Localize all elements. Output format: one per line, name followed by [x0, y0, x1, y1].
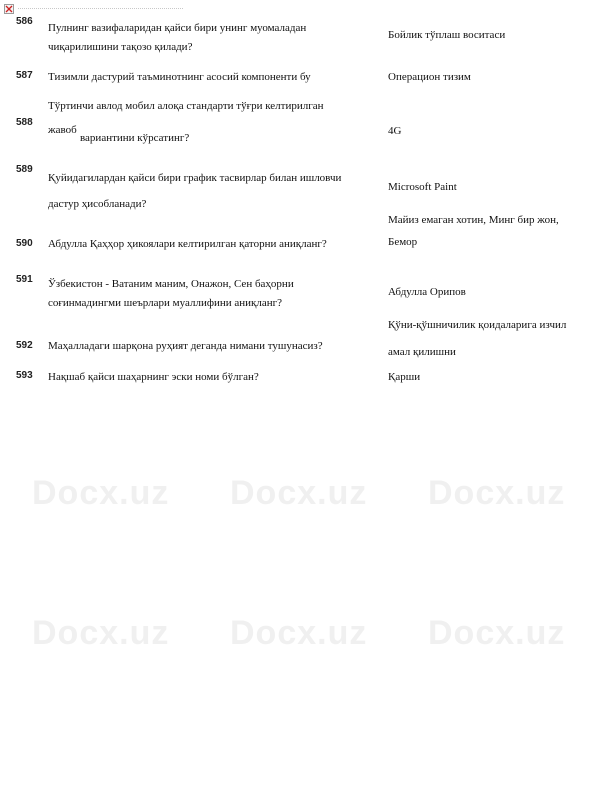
- question-text: Ўзбекистон - Ватаним маним, Онажон, Сен баҳорни: [48, 278, 294, 290]
- watermark: Docx.uz: [230, 474, 368, 512]
- question-text: жавоб: [48, 124, 77, 136]
- answer-text: Абдулла Орипов: [388, 286, 466, 298]
- question-text: Пулнинг вазифаларидан қайси бири унинг муомаладан: [48, 22, 307, 34]
- question-number: 590: [16, 238, 33, 249]
- question-text: вариантини кўрсатинг?: [80, 132, 190, 144]
- answer-text: Бойлик тўплаш воситаси: [388, 29, 506, 41]
- question-number: 589: [16, 164, 33, 175]
- watermark: Docx.uz: [32, 614, 170, 652]
- answer-text: Майиз емаган хотин, Минг бир жон,: [388, 214, 559, 226]
- question-text: Қуйидагилардан қайси бири график тасвирлар билан ишловчи: [48, 172, 342, 184]
- answer-text: амал қилишни: [388, 346, 456, 358]
- question-text: соғинмадингми шеърлари муаллифини аниқланг?: [48, 297, 283, 309]
- answer-text: Қўни-қўшничилик қоидаларига изчил: [388, 319, 567, 331]
- question-text: Маҳалладаги шарқона руҳият деганда нимани тушунасиз?: [48, 340, 323, 352]
- watermark: Docx.uz: [428, 474, 566, 512]
- question-number: 591: [16, 274, 33, 285]
- answer-text: Операцион тизим: [388, 71, 471, 83]
- broken-image-icon: [4, 4, 14, 14]
- answer-text: Microsoft Paint: [388, 181, 457, 193]
- question-text: Нақшаб қайси шаҳарнинг эски номи бўлган?: [48, 371, 259, 383]
- question-text: Тўртинчи авлод мобил алоқа стандарти тўғри келтирилган: [48, 100, 324, 112]
- header-rule: [18, 8, 183, 10]
- question-number: 592: [16, 340, 33, 351]
- question-number: 587: [16, 70, 33, 81]
- question-text: Абдулла Қаҳҳор ҳикоялари келтирилган қаторни аниқланг?: [48, 238, 327, 250]
- question-text: чиқарилишини тақозо қилади?: [48, 41, 193, 53]
- question-text: Тизимли дастурий таъминотнинг асосий компоненти бу: [48, 71, 311, 83]
- question-number: 593: [16, 370, 33, 381]
- question-number: 588: [16, 117, 33, 128]
- watermark: Docx.uz: [428, 614, 566, 652]
- answer-text: Қарши: [388, 371, 421, 383]
- watermark: Docx.uz: [32, 474, 170, 512]
- watermark: Docx.uz: [230, 614, 368, 652]
- question-number: 586: [16, 16, 33, 27]
- watermark-layer: [0, 420, 612, 792]
- answer-text: Бемор: [388, 236, 418, 248]
- answer-text: 4G: [388, 125, 402, 137]
- question-text: дастур ҳисобланади?: [48, 198, 147, 210]
